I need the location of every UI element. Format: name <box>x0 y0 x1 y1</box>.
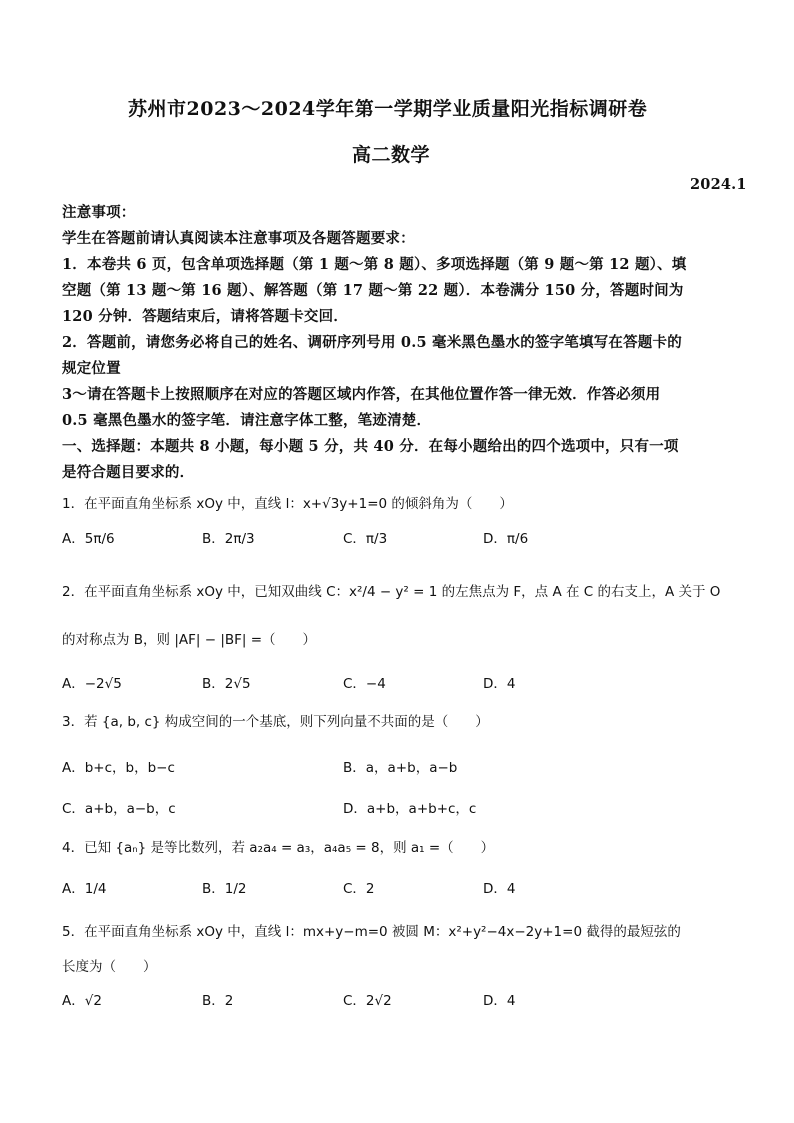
q1-option-a: A．5π/6 <box>62 531 115 547</box>
exam-date: 2024.1 <box>690 176 747 193</box>
q4-option-d: D．4 <box>483 881 516 897</box>
q4-option-a: A．1/4 <box>62 881 107 897</box>
q3-option-d: D．a+b，a+b+c，c <box>343 801 477 817</box>
notes-line: 空题（第 13 题～第 16 题）、解答题（第 17 题～第 22 题）．本卷满分 150 分，答题时间为 <box>62 282 684 299</box>
notes-line: 规定位置 <box>62 360 121 377</box>
q3-option-c: C．a+b，a−b，c <box>62 801 176 817</box>
q3-option-a: A．b+c，b，b−c <box>62 760 175 776</box>
question-2-stem-line1: 2．在平面直角坐标系 xOy 中，已知双曲线 C：x²/4 − y² = 1 的左焦点为 F，点 A 在 C 的右支上，A 关于 O <box>62 584 721 600</box>
q5-option-a: A．√2 <box>62 993 102 1009</box>
q4-option-b: B．1/2 <box>202 881 247 897</box>
page-subtitle: 高二数学 <box>352 144 431 166</box>
section-heading: 是符合题目要求的． <box>62 464 195 481</box>
q4-option-c: C．2 <box>343 881 375 897</box>
question-4-stem: 4．已知 {aₙ} 是等比数列，若 a₂a₄ = a₃，a₄a₅ = 8，则 a₁ =（ ） <box>62 840 495 856</box>
question-5-stem-line1: 5．在平面直角坐标系 xOy 中，直线 l：mx+y−m=0 被圆 M：x²+y²−4x−2y+1=0 截得的最短弦的 <box>62 924 681 940</box>
notes-heading: 注意事项： <box>62 204 136 221</box>
question-1-stem: 1．在平面直角坐标系 xOy 中，直线 l：x+√3y+1=0 的倾斜角为（ ） <box>62 496 513 512</box>
notes-line: 0.5 毫黑色墨水的签字笔．请注意字体工整，笔迹清楚． <box>62 412 432 429</box>
question-3-stem: 3．若 {a, b, c} 构成空间的一个基底，则下列向量不共面的是（ ） <box>62 714 489 730</box>
section-heading: 一、选择题：本题共 8 小题，每小题 5 分，共 40 分．在每小题给出的四个选项中，只有一项 <box>62 438 679 455</box>
q1-option-d: D．π/6 <box>483 531 529 547</box>
q5-option-c: C．2√2 <box>343 993 392 1009</box>
notes-line: 120 分钟．答题结束后，请将答题卡交回． <box>62 308 349 325</box>
notes-line: 1．本卷共 6 页，包含单项选择题（第 1 题～第 8 题）、多项选择题（第 9 题～第 12 题）、填 <box>62 256 687 273</box>
q2-option-a: A．−2√5 <box>62 676 122 692</box>
question-5-stem-line2: 长度为（ ） <box>62 959 157 975</box>
page-title: 苏州市2023～2024学年第一学期学业质量阳光指标调研卷 <box>128 98 648 120</box>
q2-option-b: B．2√5 <box>202 676 251 692</box>
q2-option-c: C．−4 <box>343 676 386 692</box>
q1-option-c: C．π/3 <box>343 531 388 547</box>
notes-line: 2．答题前，请您务必将自己的姓名、调研序列号用 0.5 毫米黑色墨水的签字笔填写在答题卡的 <box>62 334 682 351</box>
notes-line: 学生在答题前请认真阅读本注意事项及各题答题要求： <box>62 230 415 247</box>
q1-option-b: B．2π/3 <box>202 531 255 547</box>
q5-option-d: D．4 <box>483 993 516 1009</box>
q3-option-b: B．a，a+b，a−b <box>343 760 458 776</box>
notes-line: 3～请在答题卡上按照顺序在对应的答题区域内作答，在其他位置作答一律无效．作答必须用 <box>62 386 661 403</box>
q2-option-d: D．4 <box>483 676 516 692</box>
q5-option-b: B．2 <box>202 993 234 1009</box>
question-2-stem-line2: 的对称点为 B，则 |AF| − |BF| =（ ） <box>62 632 317 648</box>
